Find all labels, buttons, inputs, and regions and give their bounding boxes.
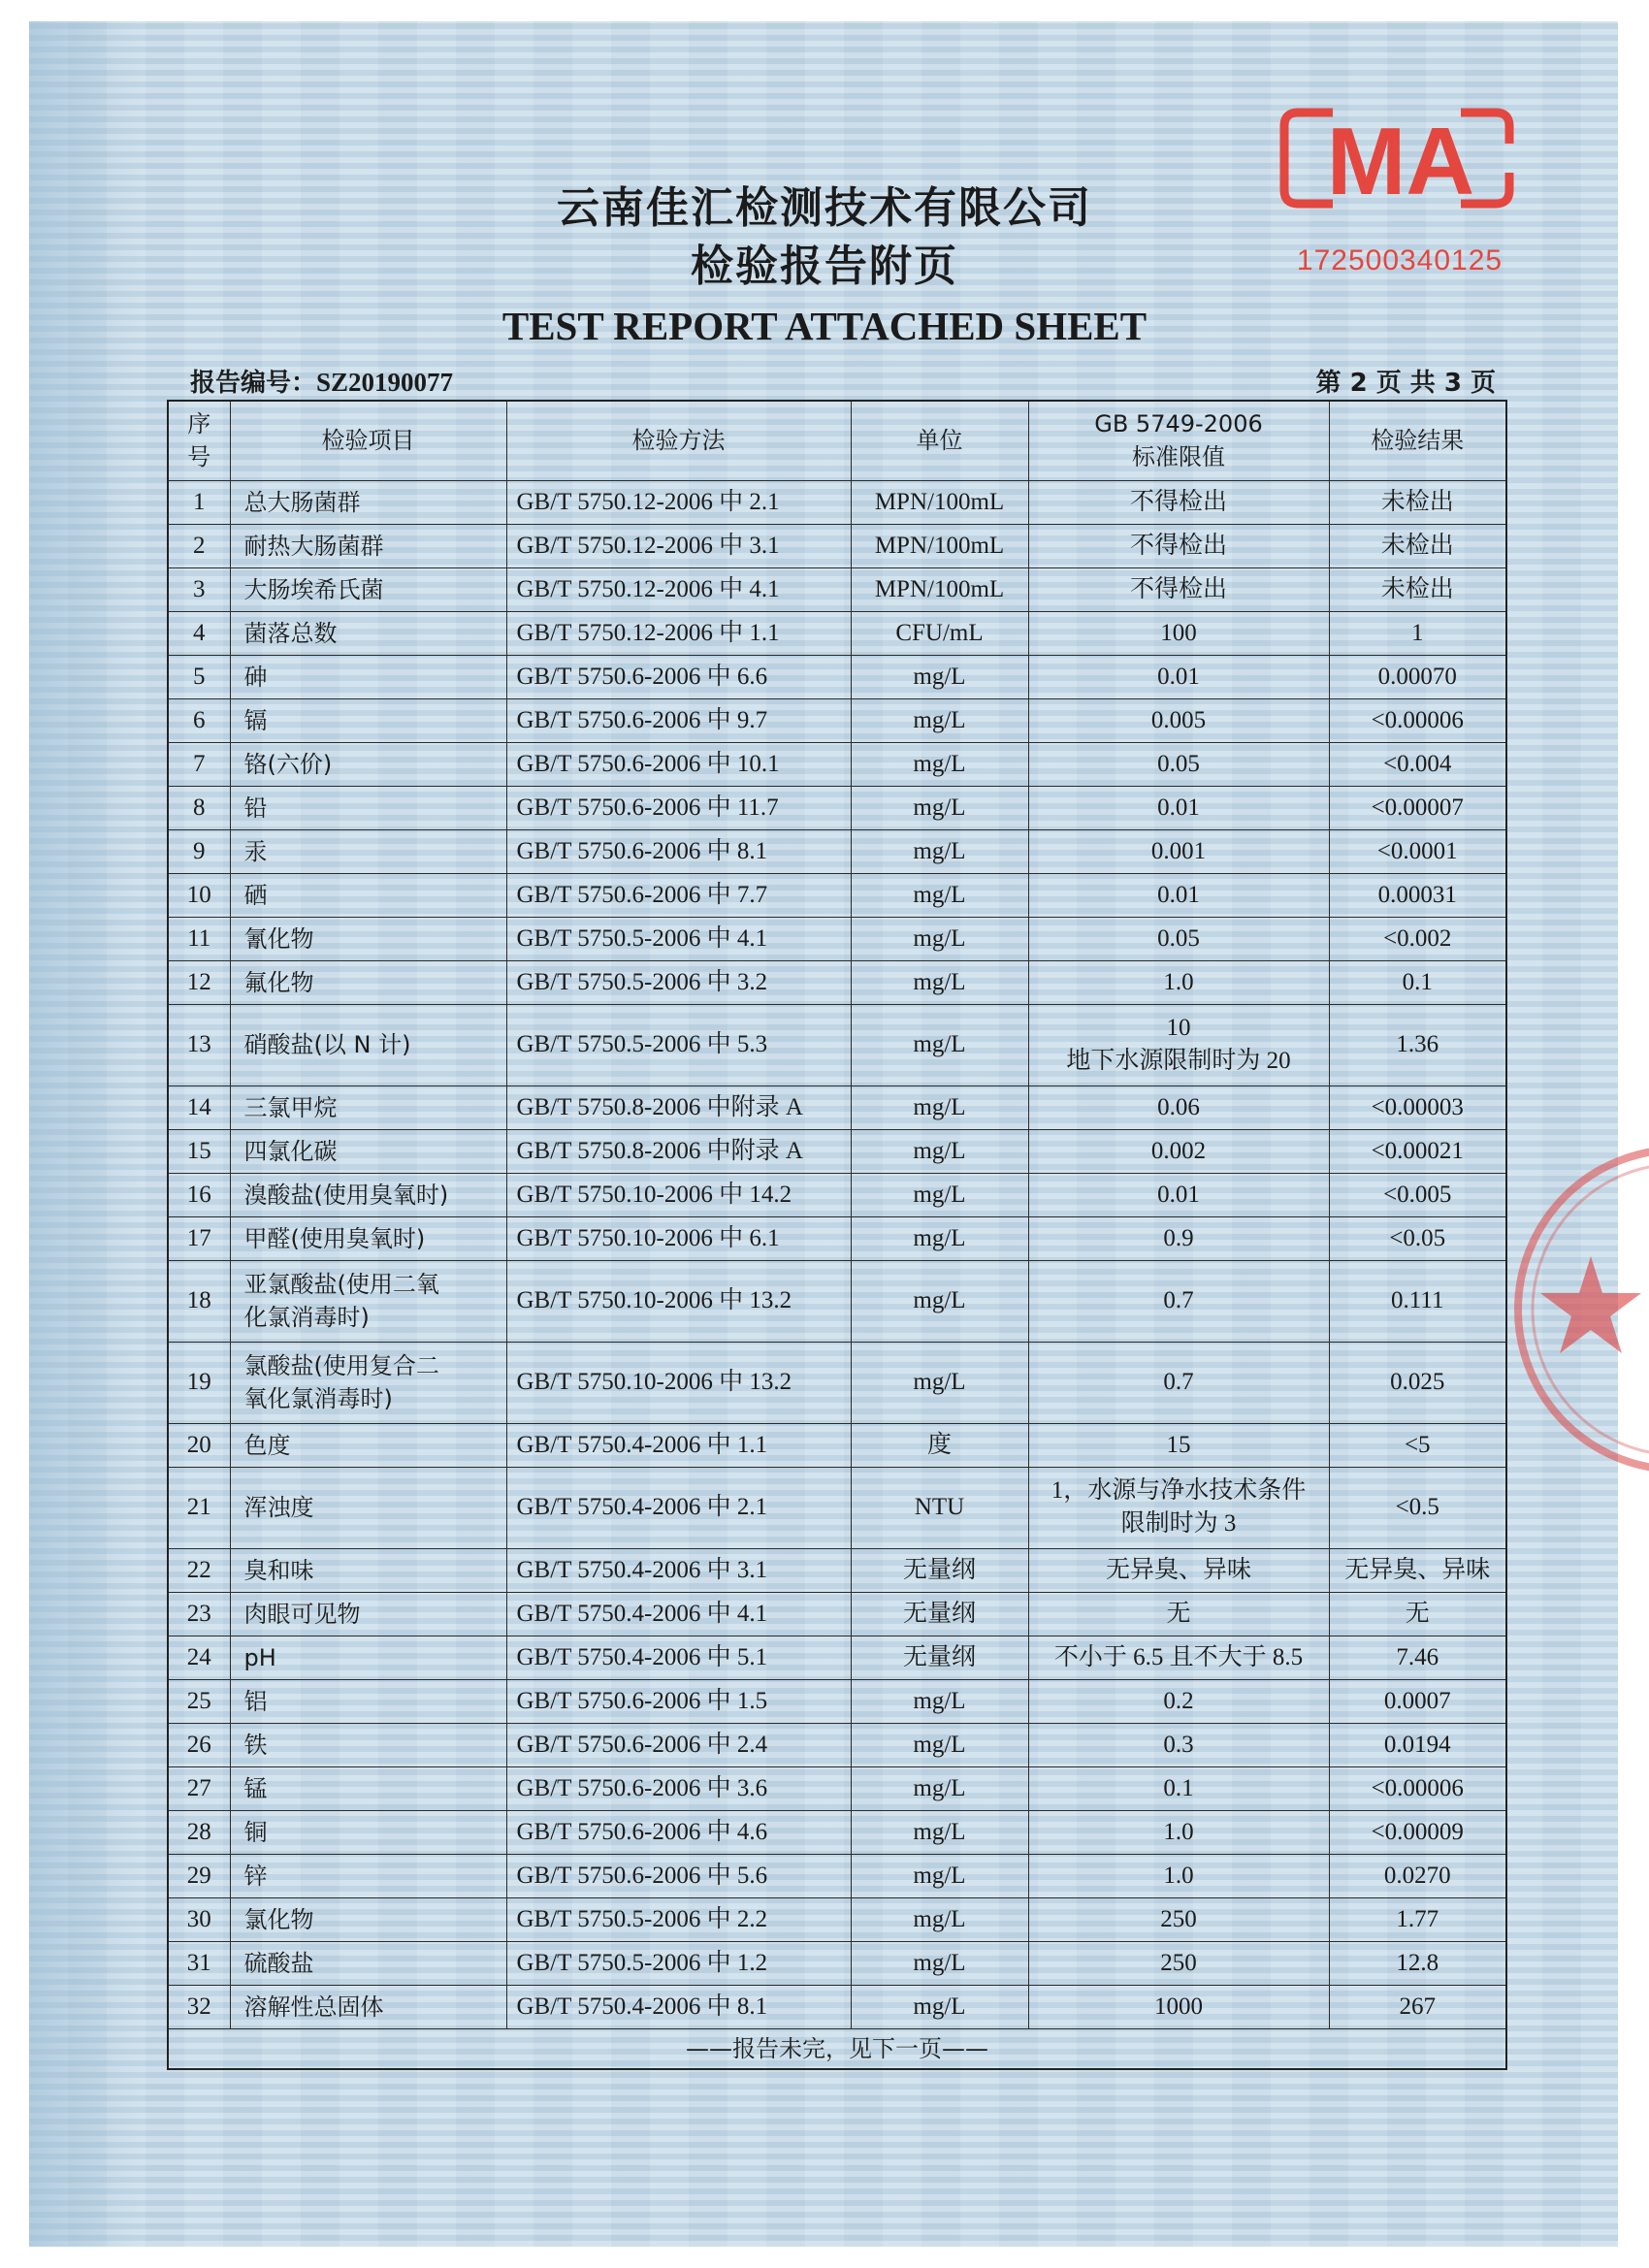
row-number: 2 <box>168 524 230 567</box>
row-item: 硝酸盐(以 N 计) <box>230 1004 506 1085</box>
row-result: 1 <box>1329 611 1506 655</box>
table-row <box>168 1810 1506 1854</box>
row-limit <box>1028 1467 1329 1548</box>
row-method: GB/T 5750.6-2006 中 1.5 <box>506 1679 851 1723</box>
row-limit: 1.0 <box>1028 960 1329 1004</box>
row-unit: CFU/mL <box>851 611 1028 655</box>
table-row <box>168 1592 1506 1636</box>
row-method: GB/T 5750.5-2006 中 4.1 <box>506 917 851 960</box>
row-number: 3 <box>168 567 230 611</box>
table-row <box>168 829 1506 873</box>
row-item: 总大肠菌群 <box>230 480 506 524</box>
table-row <box>168 1766 1506 1810</box>
row-item: 铅 <box>230 786 506 829</box>
row-result: 未检出 <box>1329 480 1506 524</box>
row-number: 21 <box>168 1467 230 1548</box>
header-limit-line2: 标准限值 <box>1132 443 1225 471</box>
row-method: GB/T 5750.8-2006 中附录 A <box>506 1085 851 1129</box>
report-number <box>190 363 453 399</box>
row-method: GB/T 5750.12-2006 中 4.1 <box>506 567 851 611</box>
row-number: 12 <box>168 960 230 1004</box>
row-limit: 不小于 6.5 且不大于 8.5 <box>1028 1636 1329 1679</box>
table-row <box>168 917 1506 960</box>
row-number: 22 <box>168 1548 230 1592</box>
row-method: GB/T 5750.6-2006 中 10.1 <box>506 742 851 786</box>
table-footer-row <box>168 2028 1506 2069</box>
row-item: 砷 <box>230 655 506 698</box>
results-table <box>167 400 1507 2070</box>
row-result: 未检出 <box>1329 524 1506 567</box>
row-result: <0.00006 <box>1329 1766 1506 1810</box>
row-number: 23 <box>168 1592 230 1636</box>
row-limit: 1000 <box>1028 1985 1329 2028</box>
row-limit: 0.7 <box>1028 1342 1329 1423</box>
row-item: 铁 <box>230 1723 506 1766</box>
report-title-en: TEST REPORT ATTACHED SHEET <box>501 304 1148 348</box>
sheet-binding-edge <box>29 21 144 2247</box>
row-result: <0.005 <box>1329 1173 1506 1216</box>
row-method: GB/T 5750.10-2006 中 13.2 <box>506 1342 851 1423</box>
row-limit: 无异臭、异味 <box>1028 1548 1329 1592</box>
row-number: 13 <box>168 1004 230 1085</box>
row-unit: mg/L <box>851 1342 1028 1423</box>
table-row <box>168 873 1506 917</box>
row-number: 1 <box>168 480 230 524</box>
row-result: <0.00021 <box>1329 1129 1506 1173</box>
report-subtitle: 检验报告附页 <box>691 242 958 291</box>
row-number: 9 <box>168 829 230 873</box>
header-no-line2: 号 <box>187 443 211 471</box>
row-number: 30 <box>168 1897 230 1941</box>
row-number: 28 <box>168 1810 230 1854</box>
table-row <box>168 1679 1506 1723</box>
row-result: <0.05 <box>1329 1216 1506 1260</box>
row-number: 10 <box>168 873 230 917</box>
row-method: GB/T 5750.5-2006 中 2.2 <box>506 1897 851 1941</box>
row-result: 0.0007 <box>1329 1679 1506 1723</box>
row-limit: 无 <box>1028 1592 1329 1636</box>
row-limit-line1: 1，水源与净水技术条件 <box>1051 1477 1307 1504</box>
row-result: 0.00070 <box>1329 655 1506 698</box>
row-number: 7 <box>168 742 230 786</box>
header-limit-line1: GB 5749-2006 <box>1094 410 1263 438</box>
row-item <box>230 1342 506 1423</box>
row-unit: MPN/100mL <box>851 524 1028 567</box>
header-limit <box>1028 401 1329 480</box>
header-item: 检验项目 <box>230 401 506 480</box>
report-number-label: 报告编号： <box>190 369 317 398</box>
row-number: 4 <box>168 611 230 655</box>
row-limit-line2: 限制时为 3 <box>1120 1510 1237 1537</box>
row-method: GB/T 5750.6-2006 中 4.6 <box>506 1810 851 1854</box>
row-item: 氯化物 <box>230 1897 506 1941</box>
row-unit: NTU <box>851 1467 1028 1548</box>
table-row <box>168 1129 1506 1173</box>
row-number: 20 <box>168 1423 230 1467</box>
row-limit: 0.005 <box>1028 698 1329 742</box>
row-result: 未检出 <box>1329 567 1506 611</box>
row-unit: mg/L <box>851 1897 1028 1941</box>
row-number: 31 <box>168 1941 230 1985</box>
table-row <box>168 698 1506 742</box>
row-result: <0.5 <box>1329 1467 1506 1548</box>
row-unit: 无量纲 <box>851 1636 1028 1679</box>
row-limit: 0.05 <box>1028 917 1329 960</box>
row-item: 溶解性总固体 <box>230 1985 506 2028</box>
row-method: GB/T 5750.4-2006 中 3.1 <box>506 1548 851 1592</box>
row-unit: mg/L <box>851 829 1028 873</box>
row-limit: 0.001 <box>1028 829 1329 873</box>
row-result: 0.0270 <box>1329 1854 1506 1897</box>
row-number: 6 <box>168 698 230 742</box>
row-limit: 0.002 <box>1028 1129 1329 1173</box>
row-limit-line2: 地下水源限制时为 20 <box>1066 1048 1291 1074</box>
row-result: 无 <box>1329 1592 1506 1636</box>
row-result: 0.0194 <box>1329 1723 1506 1766</box>
table-row <box>168 524 1506 567</box>
header-method: 检验方法 <box>506 401 851 480</box>
company-name: 云南佳汇检测技术有限公司 <box>557 183 1092 233</box>
row-method: GB/T 5750.6-2006 中 11.7 <box>506 786 851 829</box>
row-item: 菌落总数 <box>230 611 506 655</box>
row-result: 0.025 <box>1329 1342 1506 1423</box>
row-number: 15 <box>168 1129 230 1173</box>
row-number: 27 <box>168 1766 230 1810</box>
row-unit: 无量纲 <box>851 1548 1028 1592</box>
row-method: GB/T 5750.6-2006 中 3.6 <box>506 1766 851 1810</box>
row-unit: mg/L <box>851 1679 1028 1723</box>
row-unit: mg/L <box>851 786 1028 829</box>
report-continued-note: ——报告未完，见下一页—— <box>168 2028 1506 2069</box>
table-row <box>168 1216 1506 1260</box>
row-item: 四氯化碳 <box>230 1129 506 1173</box>
row-item: 硒 <box>230 873 506 917</box>
row-item: 汞 <box>230 829 506 873</box>
row-limit: 0.01 <box>1028 786 1329 829</box>
row-limit: 0.05 <box>1028 742 1329 786</box>
row-item: 铜 <box>230 1810 506 1854</box>
row-method: GB/T 5750.8-2006 中附录 A <box>506 1129 851 1173</box>
row-number: 25 <box>168 1679 230 1723</box>
row-item-line1: 亚氯酸盐(使用二氧 <box>243 1271 439 1298</box>
row-limit: 250 <box>1028 1897 1329 1941</box>
cma-certificate-number: 172500340125 <box>1296 244 1504 276</box>
row-result: 12.8 <box>1329 1941 1506 1985</box>
row-result: <0.002 <box>1329 917 1506 960</box>
row-unit: mg/L <box>851 1854 1028 1897</box>
table-row <box>168 567 1506 611</box>
row-limit: 1.0 <box>1028 1854 1329 1897</box>
table-row <box>168 1897 1506 1941</box>
row-unit: mg/L <box>851 1173 1028 1216</box>
row-item: 铬(六价) <box>230 742 506 786</box>
row-unit: mg/L <box>851 1085 1028 1129</box>
table-row <box>168 1085 1506 1129</box>
row-unit: mg/L <box>851 1985 1028 2028</box>
table-row <box>168 1636 1506 1679</box>
row-result: <0.004 <box>1329 742 1506 786</box>
cma-logo-text: MA <box>1326 108 1475 211</box>
row-method: GB/T 5750.4-2006 中 5.1 <box>506 1636 851 1679</box>
row-limit: 250 <box>1028 1941 1329 1985</box>
inspection-seal-icon <box>1513 1140 1649 1479</box>
row-limit: 0.06 <box>1028 1085 1329 1129</box>
row-item: 镉 <box>230 698 506 742</box>
row-unit: mg/L <box>851 1941 1028 1985</box>
row-item-line2: 氧化氯消毒时) <box>243 1385 393 1412</box>
row-method: GB/T 5750.4-2006 中 4.1 <box>506 1592 851 1636</box>
row-result: 267 <box>1329 1985 1506 2028</box>
row-method: GB/T 5750.12-2006 中 3.1 <box>506 524 851 567</box>
row-result: <5 <box>1329 1423 1506 1467</box>
row-item: 大肠埃希氏菌 <box>230 567 506 611</box>
row-item: pH <box>230 1636 506 1679</box>
row-item: 锰 <box>230 1766 506 1810</box>
row-limit: 不得检出 <box>1028 567 1329 611</box>
row-unit: mg/L <box>851 917 1028 960</box>
row-number: 14 <box>168 1085 230 1129</box>
header-unit: 单位 <box>851 401 1028 480</box>
row-limit: 0.01 <box>1028 655 1329 698</box>
row-method: GB/T 5750.12-2006 中 1.1 <box>506 611 851 655</box>
row-method: GB/T 5750.6-2006 中 6.6 <box>506 655 851 698</box>
row-limit: 0.7 <box>1028 1260 1329 1342</box>
row-result: 1.77 <box>1329 1897 1506 1941</box>
row-number: 24 <box>168 1636 230 1679</box>
row-method: GB/T 5750.6-2006 中 7.7 <box>506 873 851 917</box>
row-method: GB/T 5750.4-2006 中 1.1 <box>506 1423 851 1467</box>
row-unit: 无量纲 <box>851 1592 1028 1636</box>
row-method: GB/T 5750.5-2006 中 3.2 <box>506 960 851 1004</box>
row-method: GB/T 5750.6-2006 中 8.1 <box>506 829 851 873</box>
row-number: 11 <box>168 917 230 960</box>
table-row <box>168 1467 1506 1548</box>
table-header-row <box>168 401 1506 480</box>
row-item: 肉眼可见物 <box>230 1592 506 1636</box>
row-unit: mg/L <box>851 960 1028 1004</box>
row-unit: MPN/100mL <box>851 480 1028 524</box>
row-method: GB/T 5750.10-2006 中 6.1 <box>506 1216 851 1260</box>
row-unit: mg/L <box>851 698 1028 742</box>
table-row <box>168 960 1506 1004</box>
row-result: 0.1 <box>1329 960 1506 1004</box>
row-method: GB/T 5750.5-2006 中 5.3 <box>506 1004 851 1085</box>
page-indicator: 第 2 页 共 3 页 <box>1315 369 1496 398</box>
row-item: 氟化物 <box>230 960 506 1004</box>
row-limit: 0.1 <box>1028 1766 1329 1810</box>
row-number: 19 <box>168 1342 230 1423</box>
header-result: 检验结果 <box>1329 401 1506 480</box>
row-item: 甲醛(使用臭氧时) <box>230 1216 506 1260</box>
row-result: <0.0001 <box>1329 829 1506 873</box>
table-row <box>168 1423 1506 1467</box>
row-number: 16 <box>168 1173 230 1216</box>
row-result: <0.00006 <box>1329 698 1506 742</box>
row-unit: mg/L <box>851 1810 1028 1854</box>
row-limit-line1: 10 <box>1166 1015 1191 1041</box>
row-item: 耐热大肠菌群 <box>230 524 506 567</box>
row-item: 锌 <box>230 1854 506 1897</box>
table-row <box>168 786 1506 829</box>
row-unit: mg/L <box>851 1216 1028 1260</box>
row-unit: mg/L <box>851 655 1028 698</box>
table-row <box>168 1985 1506 2028</box>
row-limit: 0.01 <box>1028 873 1329 917</box>
row-item: 色度 <box>230 1423 506 1467</box>
row-result: 0.00031 <box>1329 873 1506 917</box>
row-method: GB/T 5750.10-2006 中 13.2 <box>506 1260 851 1342</box>
row-method: GB/T 5750.4-2006 中 8.1 <box>506 1985 851 2028</box>
table-row <box>168 1260 1506 1342</box>
report-number-value: SZ20190077 <box>316 368 454 397</box>
row-item: 三氯甲烷 <box>230 1085 506 1129</box>
row-method: GB/T 5750.6-2006 中 9.7 <box>506 698 851 742</box>
row-limit: 0.9 <box>1028 1216 1329 1260</box>
row-result: <0.00007 <box>1329 786 1506 829</box>
row-result: 7.46 <box>1329 1636 1506 1679</box>
row-method: GB/T 5750.5-2006 中 1.2 <box>506 1941 851 1985</box>
row-unit: mg/L <box>851 873 1028 917</box>
row-item: 浑浊度 <box>230 1467 506 1548</box>
row-number: 8 <box>168 786 230 829</box>
row-limit <box>1028 1004 1329 1085</box>
row-item: 铝 <box>230 1679 506 1723</box>
row-number: 18 <box>168 1260 230 1342</box>
row-item-line2: 化氯消毒时) <box>243 1304 370 1331</box>
row-result: <0.00009 <box>1329 1810 1506 1854</box>
row-method: GB/T 5750.12-2006 中 2.1 <box>506 480 851 524</box>
row-limit: 100 <box>1028 611 1329 655</box>
header-no-line1: 序 <box>187 410 211 438</box>
row-method: GB/T 5750.10-2006 中 14.2 <box>506 1173 851 1216</box>
row-item: 氰化物 <box>230 917 506 960</box>
row-unit: mg/L <box>851 1129 1028 1173</box>
row-limit: 不得检出 <box>1028 524 1329 567</box>
row-result: 0.111 <box>1329 1260 1506 1342</box>
row-method: GB/T 5750.6-2006 中 5.6 <box>506 1854 851 1897</box>
table-row <box>168 742 1506 786</box>
row-number: 29 <box>168 1854 230 1897</box>
row-unit: mg/L <box>851 1004 1028 1085</box>
table-row <box>168 1173 1506 1216</box>
row-unit: mg/L <box>851 1723 1028 1766</box>
table-row <box>168 1004 1506 1085</box>
row-limit: 15 <box>1028 1423 1329 1467</box>
row-unit: 度 <box>851 1423 1028 1467</box>
row-item: 溴酸盐(使用臭氧时) <box>230 1173 506 1216</box>
row-number: 17 <box>168 1216 230 1260</box>
row-limit: 1.0 <box>1028 1810 1329 1854</box>
row-unit: mg/L <box>851 742 1028 786</box>
row-item <box>230 1260 506 1342</box>
row-result: 1.36 <box>1329 1004 1506 1085</box>
table-row <box>168 1548 1506 1592</box>
table-row <box>168 611 1506 655</box>
row-result: <0.00003 <box>1329 1085 1506 1129</box>
row-item: 硫酸盐 <box>230 1941 506 1985</box>
row-number: 32 <box>168 1985 230 2028</box>
row-limit: 0.2 <box>1028 1679 1329 1723</box>
row-limit: 不得检出 <box>1028 480 1329 524</box>
row-unit: mg/L <box>851 1766 1028 1810</box>
row-method: GB/T 5750.4-2006 中 2.1 <box>506 1467 851 1548</box>
table-row <box>168 1723 1506 1766</box>
row-number: 26 <box>168 1723 230 1766</box>
table-row <box>168 480 1506 524</box>
row-limit: 0.01 <box>1028 1173 1329 1216</box>
row-unit: MPN/100mL <box>851 567 1028 611</box>
table-row <box>168 1941 1506 1985</box>
row-item: 臭和味 <box>230 1548 506 1592</box>
row-unit: mg/L <box>851 1260 1028 1342</box>
row-result: 无异臭、异味 <box>1329 1548 1506 1592</box>
row-method: GB/T 5750.6-2006 中 2.4 <box>506 1723 851 1766</box>
header-no <box>168 401 230 480</box>
row-limit: 0.3 <box>1028 1723 1329 1766</box>
table-row <box>168 1342 1506 1423</box>
table-row <box>168 1854 1506 1897</box>
row-item-line1: 氯酸盐(使用复合二 <box>243 1352 439 1379</box>
row-number: 5 <box>168 655 230 698</box>
table-row <box>168 655 1506 698</box>
